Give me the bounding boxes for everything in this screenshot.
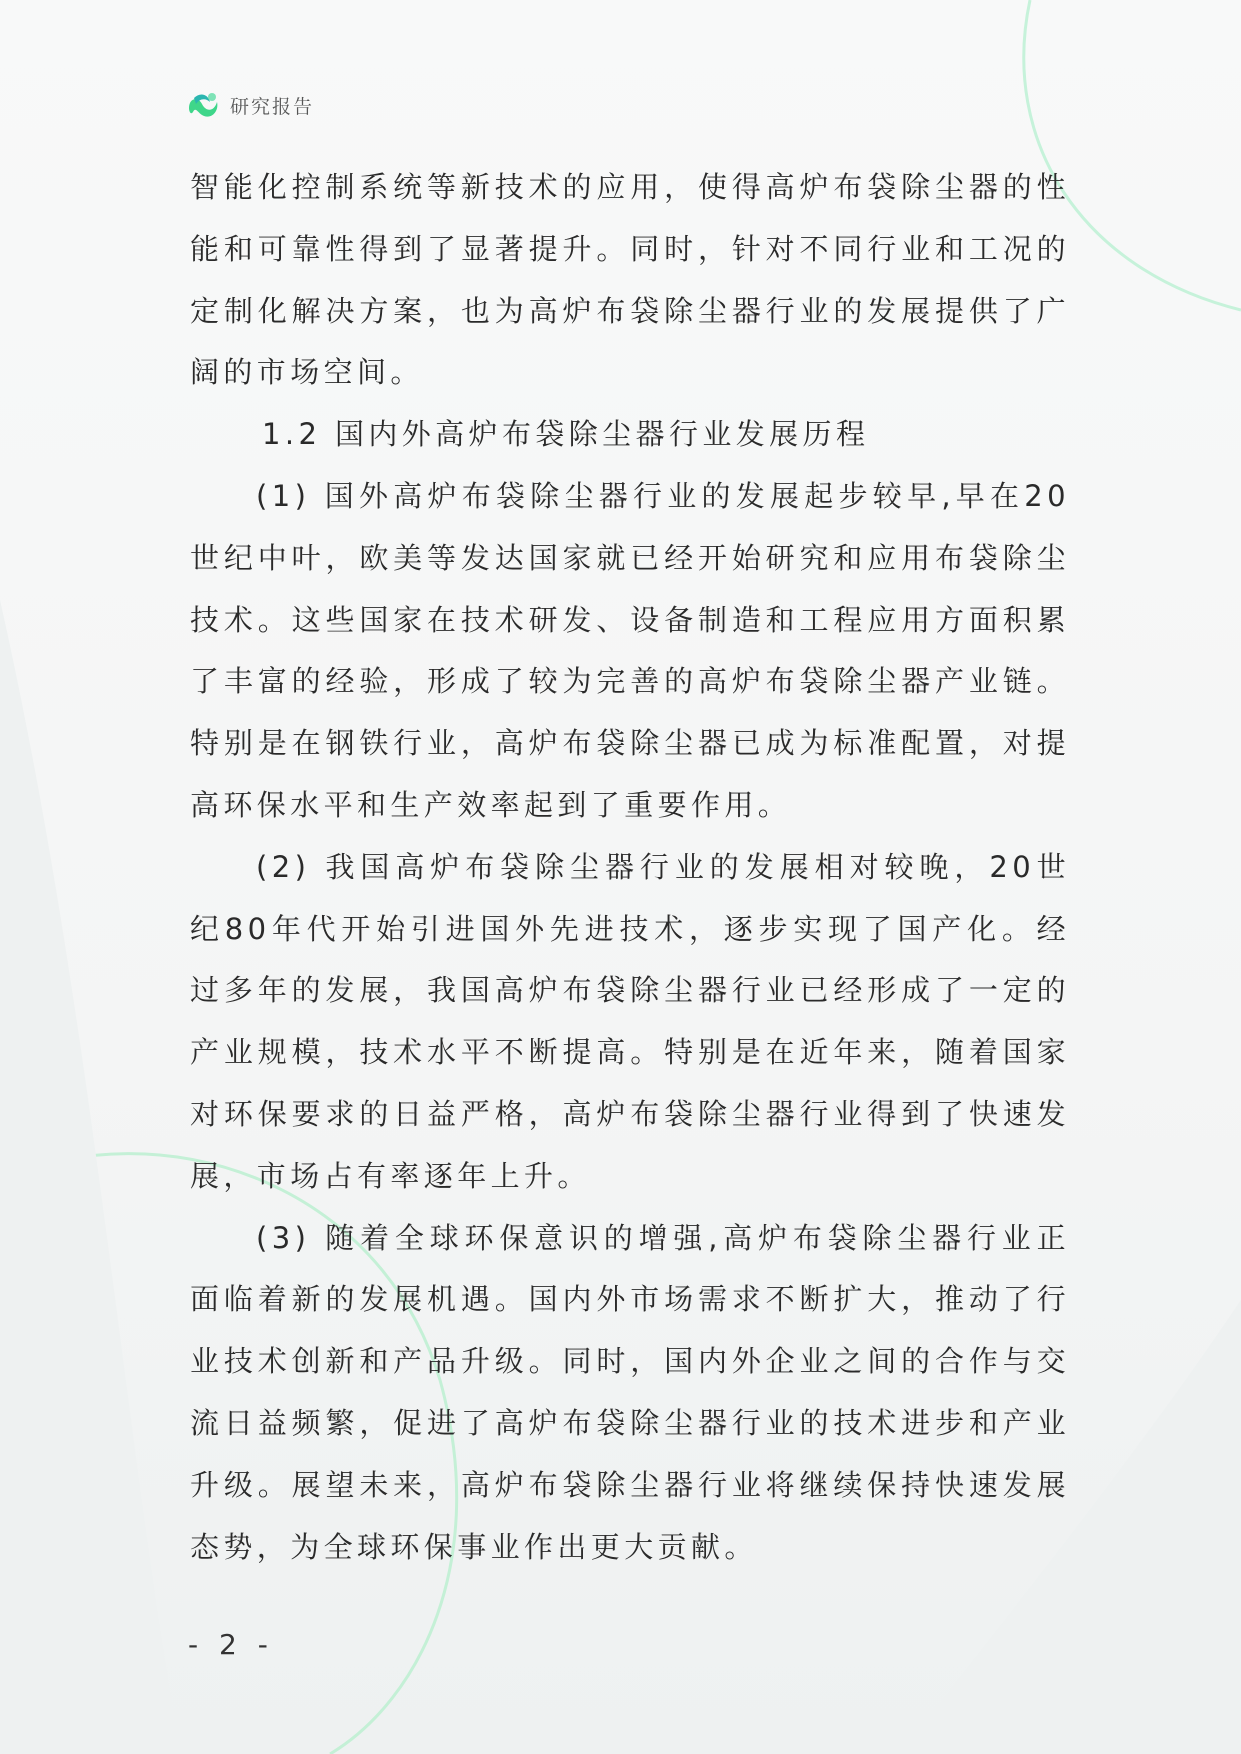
page-number: - 2 -	[188, 1628, 274, 1661]
decorative-band-left	[0, 600, 180, 1754]
report-header	[186, 88, 314, 122]
report-label: 研究报告	[230, 95, 315, 118]
section-heading: 1.2 国内外高炉布袋除尘器行业发展历程	[262, 417, 870, 452]
intro-paragraph: 智能化控制系统等新技术的应用，使得高炉布袋除尘器的性能和可靠性得到了显著提升。同时，针对不同行业和工况的定制化解决方案，也为高炉布袋除尘器行业的发展提供了广阔的市场空间。	[190, 170, 1070, 390]
document-body	[190, 157, 1070, 1578]
paragraph-1: (1) 国外高炉布袋除尘器行业的发展起步较早,早在20世纪中叶，欧美等发达国家就已经开始研究和应用布袋除尘技术。这些国家在技术研发、设备制造和工程应用方面积累了丰富的经验，形成了较为完善的高炉布袋除尘器产业链。特别是在钢铁行业，高炉布袋除尘器已成为标准配置，对提高环保水平和生产效率起到了重要作用。	[190, 478, 1070, 822]
paragraph-2: (2) 我国高炉布袋除尘器行业的发展相对较晚，20世纪80年代开始引进国外先进技术，逐步实现了国产化。经过多年的发展，我国高炉布袋除尘器行业已经形成了一定的产业规模，技术水平不断提高。特别是在近年来，随着国家对环保要求的日益严格，高炉布袋除尘器行业得到了快速发展，市场占有率逐年上升。	[190, 849, 1070, 1193]
brand-logo-icon	[186, 88, 220, 122]
paragraph-3: (3) 随着全球环保意识的增强,高炉布袋除尘器行业正面临着新的发展机遇。国内外市场需求不断扩大，推动了行业技术创新和产品升级。同时，国内外企业之间的合作与交流日益频繁，促进了高炉布袋除尘器行业的技术进步和产业升级。展望未来，高炉布袋除尘器行业将继续保持快速发展态势，为全球环保事业作出更大贡献。	[190, 1220, 1070, 1564]
